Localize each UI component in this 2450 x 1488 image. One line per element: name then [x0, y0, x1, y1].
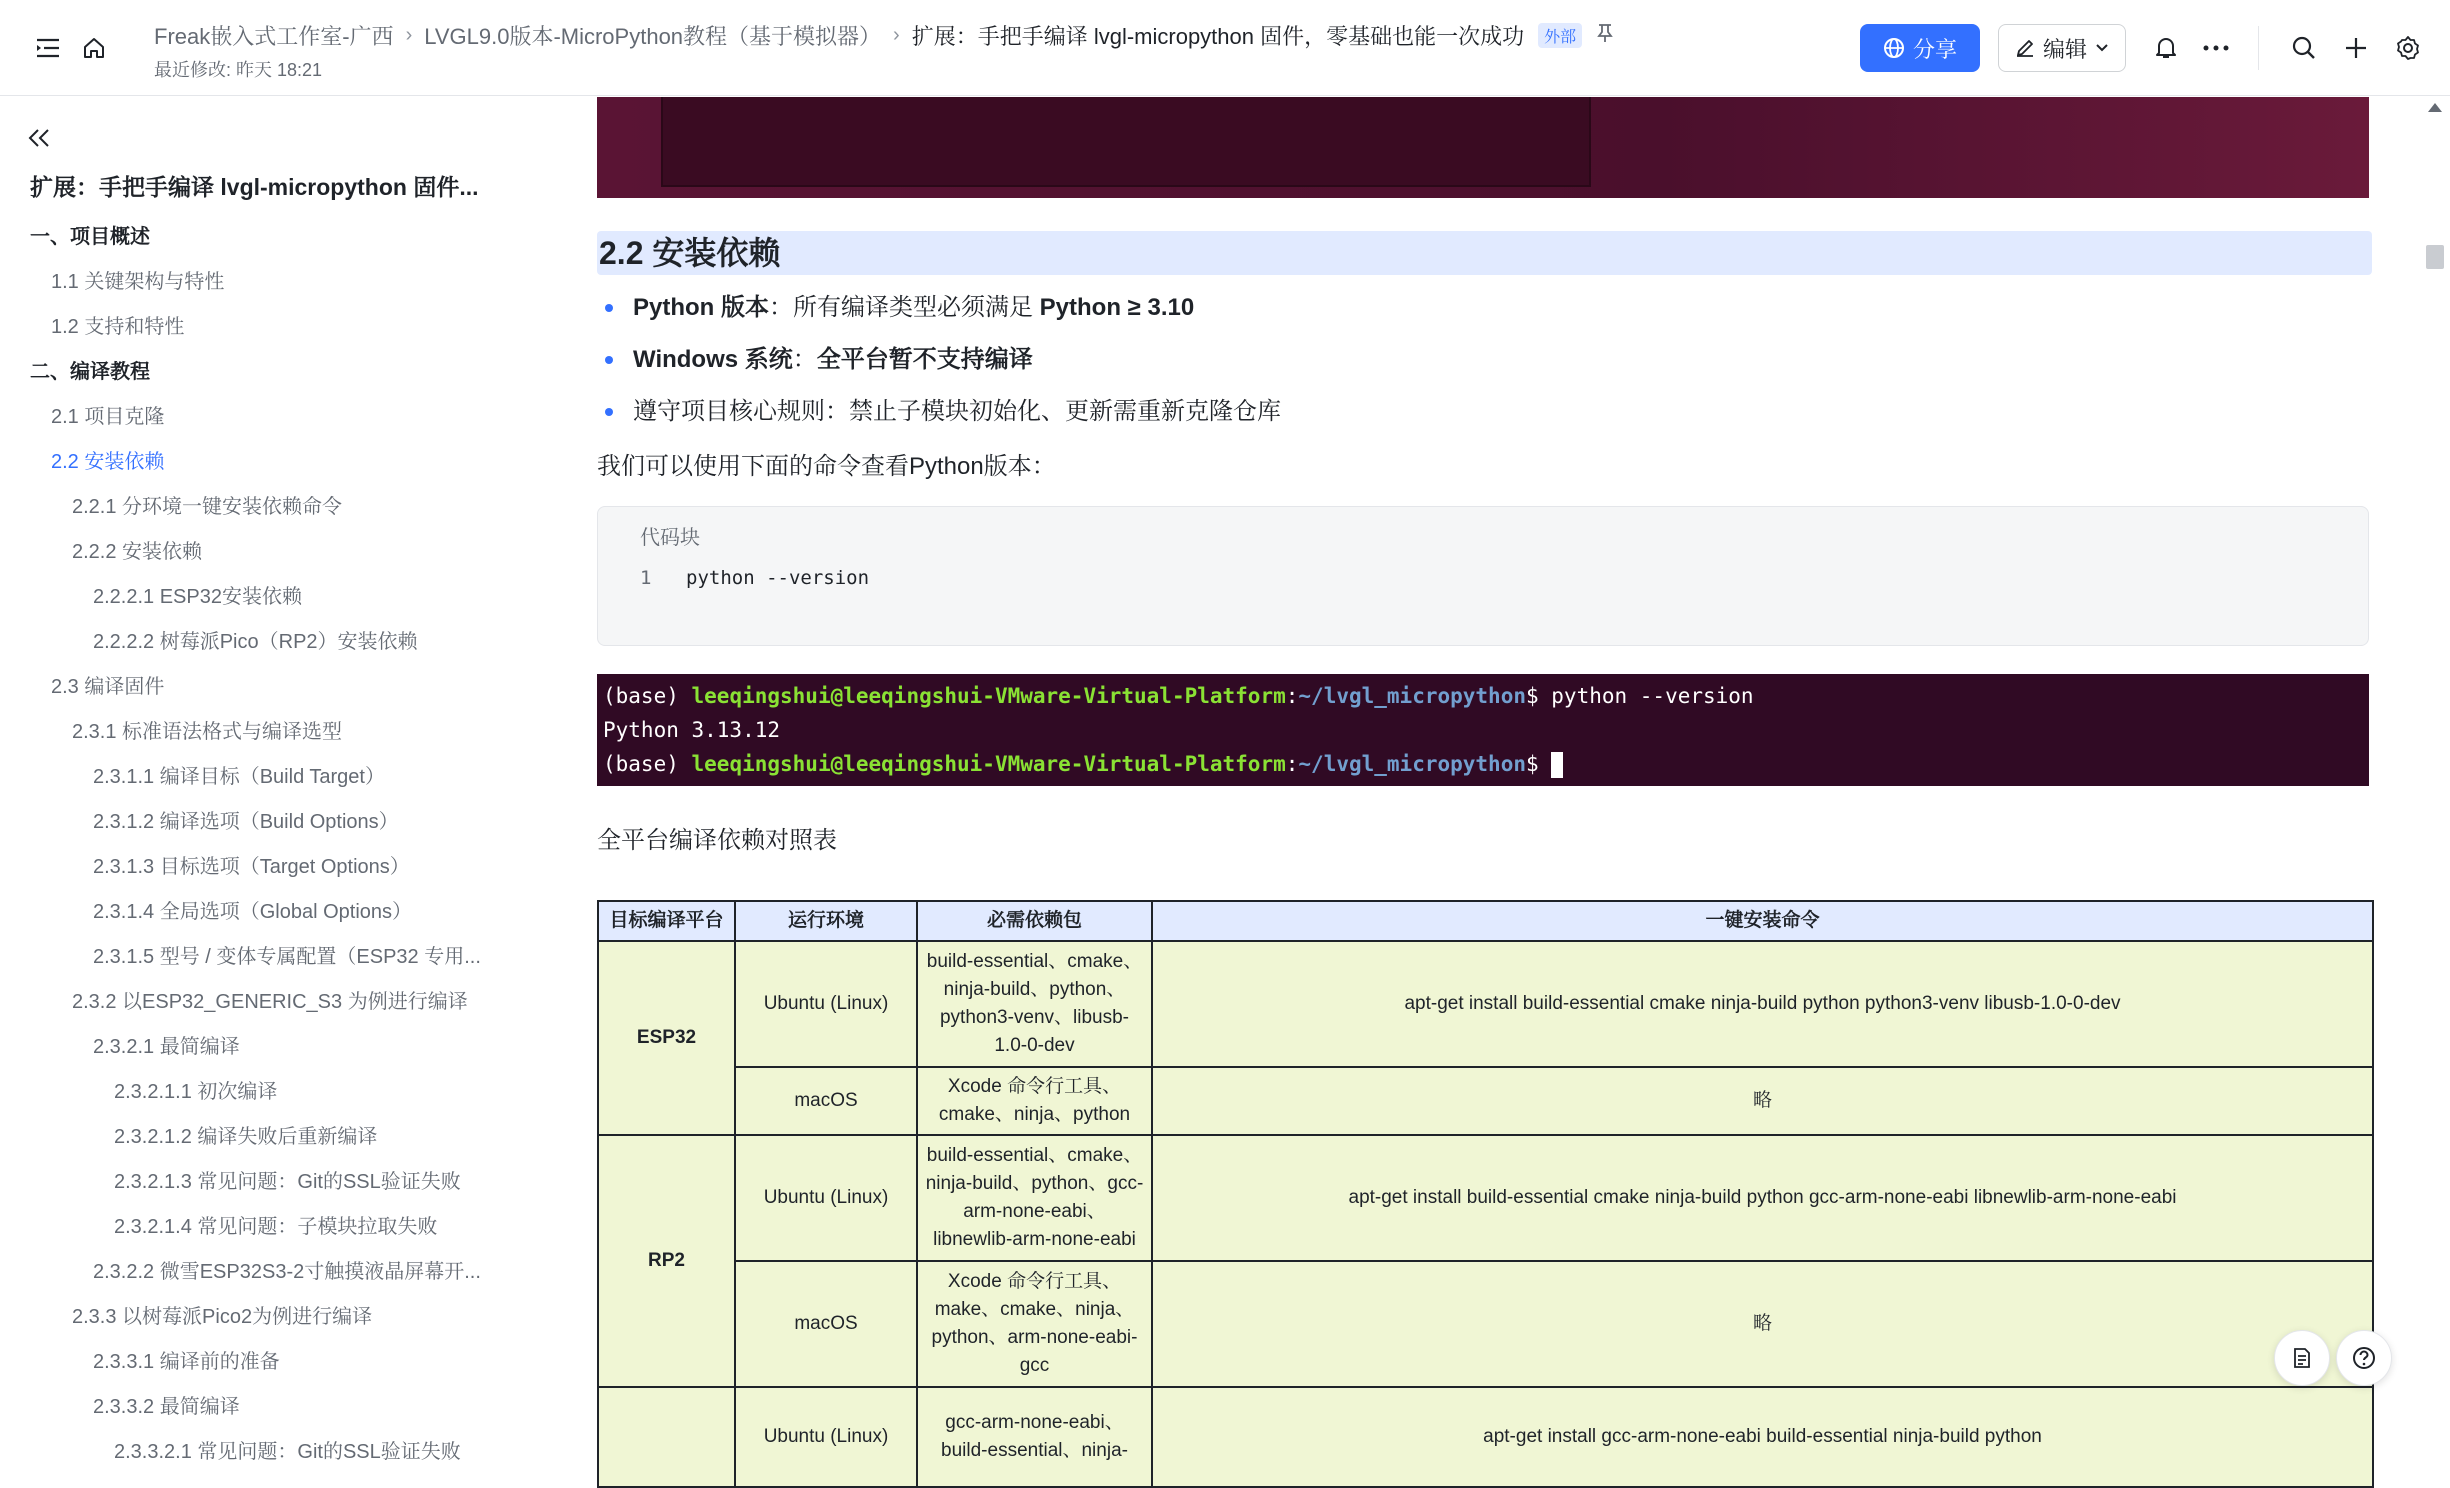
table-row — [598, 1261, 2373, 1387]
plus-icon[interactable] — [2340, 32, 2372, 64]
cmd-cell: 略 — [1152, 1261, 2373, 1387]
external-badge: 外部 — [1538, 23, 1582, 48]
column-header: 必需依赖包 — [917, 901, 1152, 941]
share-label: 分享 — [1912, 36, 1957, 62]
header-divider — [2258, 26, 2259, 70]
breadcrumb-wiki[interactable]: LVGL9.0版本-MicroPython教程（基于模拟器） — [424, 24, 882, 49]
home-icon[interactable] — [78, 32, 110, 64]
pin-icon[interactable] — [1596, 23, 1614, 49]
breadcrumb — [154, 20, 1614, 51]
cmd-cell: apt-get install build-essential cmake ninja-build python python3-venv libusb-1.0-0-dev — [1152, 941, 2373, 1067]
toc-item[interactable]: 2.1 项目克隆 — [51, 406, 165, 428]
vertical-scrollbar[interactable] — [2420, 97, 2450, 1442]
env-cell: Ubuntu (Linux) — [735, 1135, 917, 1261]
deps-cell: build-essential、cmake、ninja-build、python、gcc-arm-none-eabi、libnewlib-arm-none-eabi — [917, 1135, 1152, 1261]
share-button[interactable] — [1860, 24, 1980, 72]
toc-item[interactable]: 2.3.2.1 最简编译 — [93, 1036, 240, 1058]
edit-label: 编辑 — [2042, 36, 2087, 62]
platform-cell: ESP32 — [598, 941, 735, 1135]
document-outline-icon — [2290, 1346, 2314, 1370]
section-heading: 2.2 安装依赖 — [597, 231, 2372, 275]
list-item: Python 版本：所有编译类型必须满足 Python ≥ 3.10 — [597, 287, 1281, 339]
toc-item[interactable]: 2.2.2.1 ESP32安装依赖 — [93, 586, 302, 608]
toc-item[interactable]: 2.3.2 以ESP32_GENERIC_S3 为例进行编译 — [72, 991, 468, 1013]
table-row — [598, 1067, 2373, 1135]
env-cell: macOS — [735, 1067, 917, 1135]
toc-item[interactable]: 2.3 编译固件 — [51, 676, 165, 698]
table-row — [598, 1135, 2373, 1261]
toc-item[interactable]: 2.3.1.4 全局选项（Global Options） — [93, 901, 413, 923]
more-icon[interactable] — [2200, 32, 2232, 64]
terminal-cursor — [1551, 752, 1563, 778]
toc-item[interactable]: 2.3.3.1 编译前的准备 — [93, 1351, 280, 1373]
pencil-icon — [2015, 38, 2035, 58]
terminal-line: (base) leeqingshui@leeqingshui-VMware-Virtual-Platform:~/lvgl_micropython$ — [603, 747, 2363, 781]
breadcrumb-workspace[interactable]: Freak嵌入式工作室-广西 — [154, 24, 394, 49]
toc-sidebar — [0, 97, 540, 1463]
toc-item[interactable]: 2.3.1.3 目标选项（Target Options） — [93, 856, 410, 878]
table-row — [598, 941, 2373, 1067]
cmd-cell: 略 — [1152, 1067, 2373, 1135]
scroll-thumb[interactable] — [2426, 245, 2444, 269]
deps-cell: build-essential、cmake、ninja-build、python、python3-venv、libusb-1.0-0-dev — [917, 941, 1152, 1067]
outline-button[interactable] — [2274, 1330, 2330, 1386]
toc-item[interactable]: 2.3.1 标准语法格式与编译选型 — [72, 721, 343, 743]
terminal-line: Python 3.13.12 — [603, 718, 781, 742]
help-icon — [2351, 1345, 2377, 1371]
list-item: 遵守项目核心规则：禁止子模块初始化、更新需重新克隆仓库 — [597, 391, 1281, 443]
paragraph-text: 我们可以使用下面的命令查看Python版本： — [597, 453, 1056, 480]
deps-cell: Xcode 命令行工具、make、cmake、ninja、python、arm-none-eabi-gcc — [917, 1261, 1152, 1387]
search-icon[interactable] — [2288, 32, 2320, 64]
table-header-row — [598, 901, 2373, 941]
bullet-list — [597, 287, 1281, 443]
toc-item[interactable]: 2.2.2 安装依赖 — [72, 541, 203, 563]
toc-item[interactable]: 2.3.2.2 微雪ESP32S3-2寸触摸液晶屏幕开... — [93, 1261, 481, 1283]
list-item: Windows 系统：全平台暂不支持编译 — [597, 339, 1281, 391]
table-caption: 全平台编译依赖对照表 — [597, 827, 837, 854]
toc-item[interactable]: 2.3.1.1 编译目标（Build Target） — [93, 766, 385, 788]
document-content — [540, 97, 2420, 1461]
code-line-number: 1 — [640, 567, 652, 589]
toc-item[interactable]: 2.2.1 分环境一键安装依赖命令 — [72, 496, 343, 518]
terminal-output-image — [597, 674, 2369, 786]
column-header: 运行环境 — [735, 901, 917, 941]
column-header: 目标编译平台 — [598, 901, 735, 941]
toc-item[interactable]: 2.3.1.5 型号 / 变体专属配置（ESP32 专用... — [93, 946, 481, 968]
code-block-label: 代码块 — [640, 527, 700, 549]
terminal-window-image — [661, 97, 1591, 187]
chevron-down-icon — [2095, 43, 2109, 53]
toc-item[interactable]: 2.3.2.1.1 初次编译 — [114, 1081, 278, 1103]
top-header — [0, 0, 2450, 96]
toc-item[interactable]: 2.2.2.2 树莓派Pico（RP2）安装依赖 — [93, 631, 418, 653]
toc-item[interactable]: 1.2 支持和特性 — [51, 316, 185, 338]
table-row — [598, 1387, 2373, 1487]
toc-item[interactable]: 2.3.3.2 最简编译 — [93, 1396, 240, 1418]
help-button[interactable] — [2336, 1330, 2392, 1386]
scroll-up-arrow-icon[interactable] — [2428, 103, 2442, 112]
platform-cell — [598, 1387, 735, 1487]
toc-list — [0, 215, 540, 1475]
edit-button[interactable] — [1998, 24, 2126, 72]
env-cell: macOS — [735, 1261, 917, 1387]
toc-item[interactable]: 2.3.1.2 编译选项（Build Options） — [93, 811, 399, 833]
toc-item[interactable]: 2.3.3.2.1 常见问题：Git的SSL验证失败 — [114, 1441, 461, 1463]
cmd-cell: apt-get install gcc-arm-none-eabi build-essential ninja-build python — [1152, 1387, 2373, 1487]
platform-cell: RP2 — [598, 1135, 735, 1387]
deps-cell: Xcode 命令行工具、cmake、ninja、python — [917, 1067, 1152, 1135]
gear-icon[interactable] — [2392, 32, 2424, 64]
toc-item[interactable]: 2.3.2.1.2 编译失败后重新编译 — [114, 1126, 378, 1148]
toc-item[interactable]: 2.3.2.1.3 常见问题：Git的SSL验证失败 — [114, 1171, 461, 1193]
globe-icon — [1883, 37, 1905, 59]
terminal-line: (base) leeqingshui@leeqingshui-VMware-Virtual-Platform:~/lvgl_micropython$ python --version — [603, 684, 1754, 708]
chevron-right-icon: › — [405, 24, 413, 46]
toc-item[interactable]: 二、编译教程 — [30, 361, 150, 383]
cmd-cell: apt-get install build-essential cmake ninja-build python gcc-arm-none-eabi libnewlib-arm-none-eabi — [1152, 1135, 2373, 1261]
toc-toggle-icon[interactable] — [32, 32, 64, 64]
code-block[interactable] — [597, 506, 2369, 646]
toc-item[interactable]: 2.3.2.1.4 常见问题：子模块拉取失败 — [114, 1216, 438, 1238]
toc-item[interactable]: 2.2 安装依赖 — [51, 451, 165, 473]
toc-item[interactable]: 一、项目概述 — [30, 226, 150, 248]
terminal-screenshot-image — [597, 97, 2369, 198]
code-line: python --version — [686, 567, 870, 589]
deps-cell: gcc-arm-none-eabi、build-essential、ninja- — [917, 1387, 1152, 1487]
env-cell: Ubuntu (Linux) — [735, 1387, 917, 1487]
breadcrumb-current-doc[interactable]: 扩展：手把手编译 lvgl-micropython 固件，零基础也能一次成功 — [911, 24, 1525, 49]
toc-item[interactable]: 2.3.3 以树莓派Pico2为例进行编译 — [72, 1306, 373, 1328]
chevron-right-icon: › — [893, 24, 900, 46]
toc-item[interactable]: 1.1 关键架构与特性 — [51, 271, 225, 293]
collapse-sidebar-icon[interactable] — [26, 127, 52, 154]
env-cell: Ubuntu (Linux) — [735, 941, 917, 1067]
toc-doc-title[interactable]: 扩展：手把手编译 lvgl-micropython 固件... — [30, 174, 479, 200]
bell-icon[interactable] — [2150, 32, 2182, 64]
column-header: 一键安装命令 — [1152, 901, 2373, 941]
dependency-table — [597, 900, 2374, 1488]
last-modified-text: 最近修改: 昨天 18:21 — [154, 60, 323, 80]
